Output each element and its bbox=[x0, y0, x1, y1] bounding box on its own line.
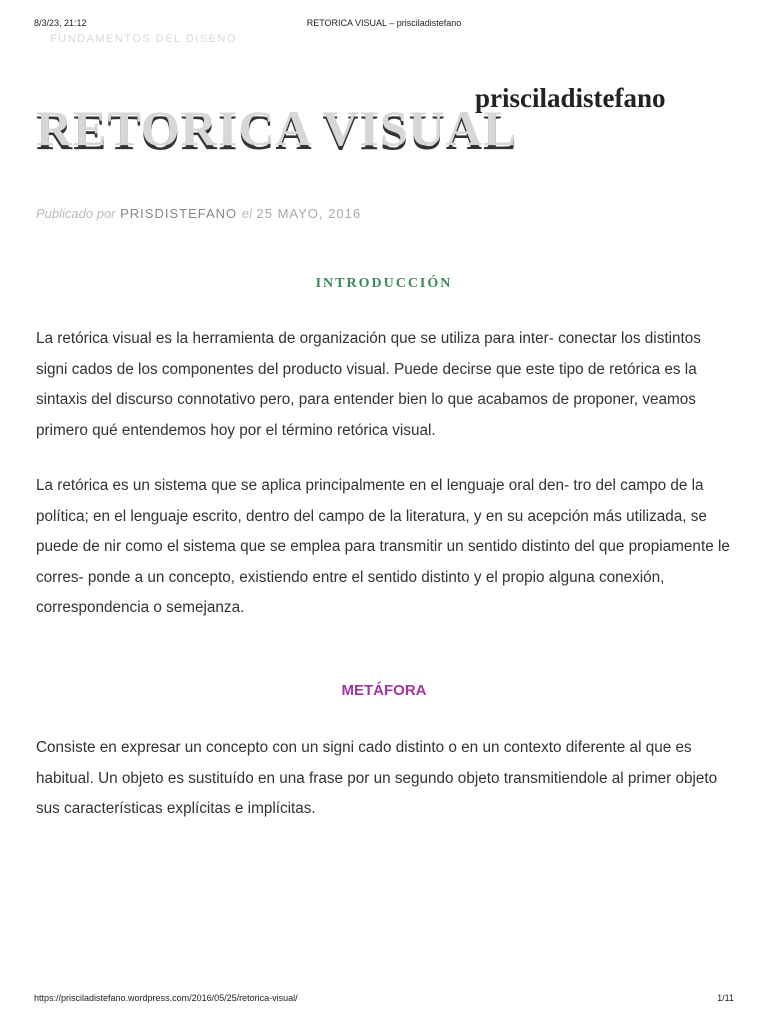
published-label: Publicado por bbox=[36, 206, 116, 221]
print-header bbox=[0, 18, 768, 32]
paragraph-intro-2: La retórica es un sistema que se aplica principalmente en el lenguaje oral den- tro del campo de la política; en el lenguaje escrito, dentro del campo de la literatura, y en su acepción más utilizada, se puede de nir como el sistema que se emplea para transmitir un sentido distinto del que propiamente le corres- ponde a un concepto, existiendo entre el sentido distinto y el propio alguna conexión, correspondencia o semejanza. bbox=[36, 477, 730, 616]
print-page-number: 1/11 bbox=[717, 993, 734, 1003]
paragraph-intro-1: La retórica visual es la herramienta de organización que se utiliza para inter- conectar los distintos signi cados de los componentes del producto visual. Puede decirse que este tipo de retórica es la sintaxis del discurso connotativo pero, para entender bien lo que acabamos de proponer, veamos primero qué entendemos hoy por el término retórica visual. bbox=[36, 330, 701, 439]
post-meta bbox=[36, 206, 361, 221]
author-link[interactable]: PRISDISTEFANO bbox=[120, 206, 238, 221]
metafora-heading: METÁFORA bbox=[341, 682, 427, 699]
intro-heading: INTRODUCCIÓN bbox=[315, 276, 453, 291]
print-datetime: 8/3/23, 21:12 bbox=[34, 18, 87, 28]
post-title: RETORICA VISUAL bbox=[36, 100, 518, 156]
print-url: https://prisciladistefano.wordpress.com/2016/05/25/retorica-visual/ bbox=[34, 993, 298, 1003]
print-footer bbox=[0, 993, 768, 1007]
site-name-link[interactable]: prisciladistefano bbox=[475, 83, 666, 113]
date-connector: el bbox=[241, 206, 252, 221]
print-page-title: RETORICA VISUAL – prisciladistefano bbox=[306, 18, 462, 28]
paragraph-metafora: Consiste en expresar un concepto con un signi cado distinto o en un contexto diferente al que es habitual. Un objeto es sustituído en una frase por un segundo objeto transmitiendole al primer objeto sus características explícitas e implícitas. bbox=[36, 739, 718, 817]
post-category-link[interactable]: FUNDAMENTOS DEL DISEÑO bbox=[50, 33, 238, 45]
post-date-link[interactable]: 25 MAYO, 2016 bbox=[256, 206, 362, 221]
